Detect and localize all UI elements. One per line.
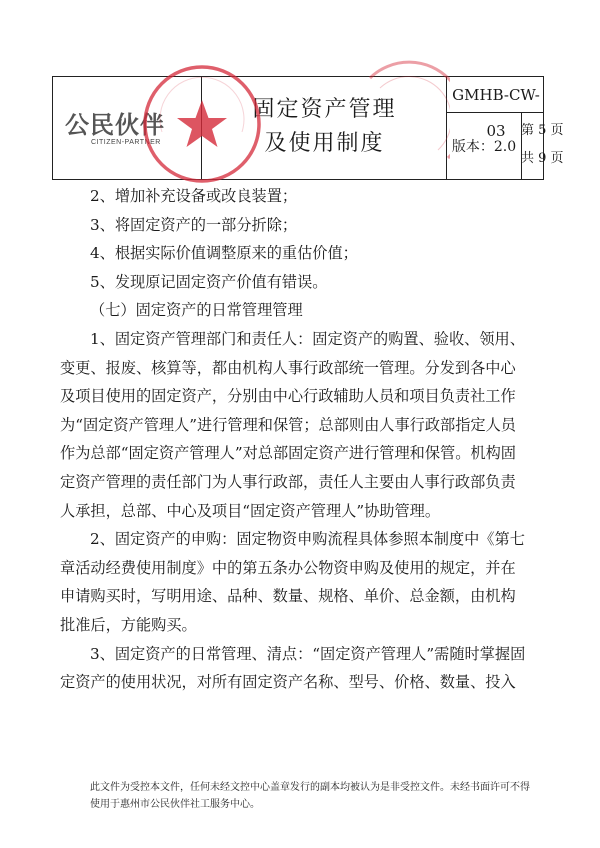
body-line: 3、固定资产的日常管理、清点：“固定资产管理人”需随时掌握固 [90,644,526,663]
page-current: 第 5 页 [521,123,564,138]
page-number [521,117,564,173]
footer-notice [90,779,550,813]
footer-line-2: 使用于惠州市公民伙伴社工服务中心。 [90,799,260,810]
body-line: 1、固定资产管理部门和责任人：固定资产的购置、验收、领用、 [90,329,525,348]
body-line: 定资产的使用状况，对所有固定资产名称、型号、价格、数量、投入 [60,673,516,692]
body-line: 2、增加补充设备或改良装置； [90,187,298,205]
body-line: 2、固定资产的申购：固定物资申购流程具体参照本制度中《第七 [90,530,525,549]
document-header-table [52,76,564,180]
section-heading: （七）固定资产的日常管理管理 [90,301,303,320]
page-total: 共 9 页 [521,151,564,166]
body-line: 定资产管理的责任部门为人事行政部，责任人主要由人事行政部负责 [60,472,516,491]
logo-subtitle: CITIZEN-PARTNER [91,139,161,146]
body-line: 5、发现原记固定资产价值有错误。 [90,272,328,291]
body-line: 4、根据实际价值调整原来的重估价值； [90,244,358,263]
footer-line-1: 此文件为受控本文件，任何未经文控中心盖章发行的副本均被认为是非受控文件。未经书面许可不得 [90,782,530,793]
official-seal-icon [140,62,264,186]
body-line: 人承担，总部、中心及项目“固定资产管理人”协助管理。 [60,501,441,520]
body-line: 变更、报废、核算等，都由机构人事行政部统一管理。分发到各中心 [60,358,516,377]
body-line: 章活动经费使用制度》中的第五条办公物资申购及使用的规定，并在 [60,558,516,577]
doc-code: GMHB-CW-03 [452,86,540,140]
title-line-1: 固定资产管理 [252,97,397,122]
partial-seal-icon [360,58,450,168]
doc-version: 版本：2.0 [451,139,517,155]
body-line: 及项目使用的固定资产，分别由中心行政辅助人员和项目负责社工作 [60,387,516,406]
body-line: 申请购买时，写明用途、品种、数量、规格、单价、总金额，由机构 [60,587,516,606]
title-line-2: 及使用制度 [264,131,385,156]
body-line: 为“固定资产管理人”进行管理和保管；总部则由人事行政部指定人员 [60,415,516,434]
body-line: 批准后，方能购买。 [60,615,197,634]
body-line: 作为总部“固定资产管理人”对总部固定资产进行管理和保管。机构固 [60,444,516,463]
body-line: 3、将固定资产的一部分折除； [90,215,298,234]
document-body [60,182,550,697]
logo-text: 公民伙伴 [65,111,165,139]
